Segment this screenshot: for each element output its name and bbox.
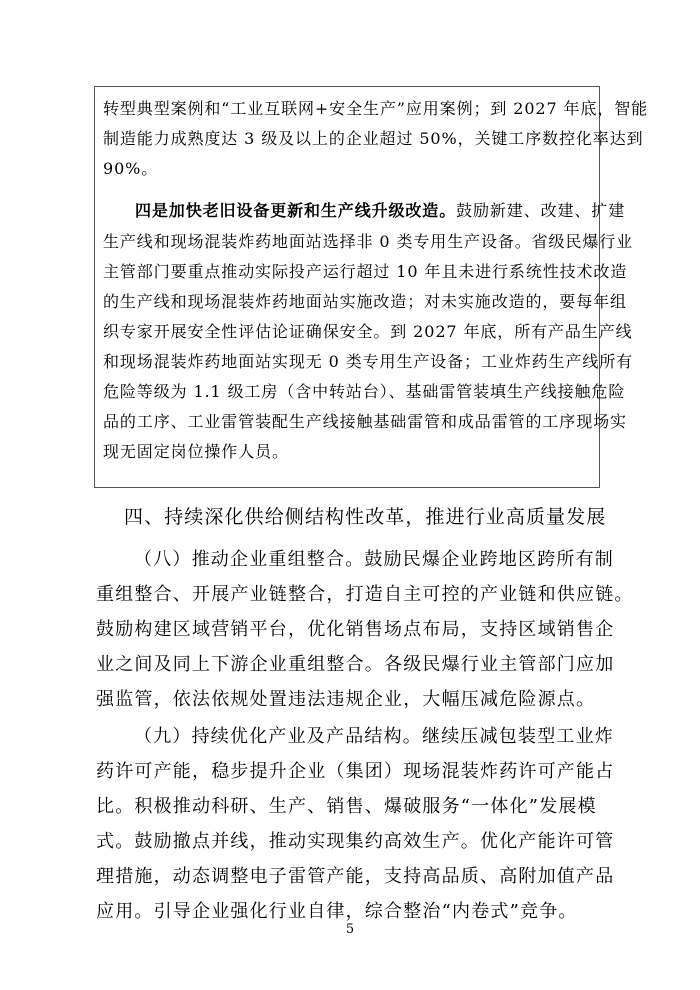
page-number: 5 [345, 922, 355, 937]
section-heading: 四、持续深化供给侧结构性改革，推进行业高质量发展 [124, 506, 607, 528]
paragraph-line: 理措施，动态调整电子雷管产能，支持高品质、高附加值产品 [96, 866, 615, 887]
box-line: 制造能力成熟度达 3 级及以上的企业超过 50%，关键工序数控化率达到 [103, 129, 644, 148]
bold-lead: 四是加快老旧设备更新和生产线升级改造。 [135, 201, 457, 220]
paragraph-line: 业之间及同上下游企业重组整合。各级民爆行业主管部门应加 [96, 654, 615, 675]
box-line: 的生产线和现场混装炸药地面站实施改造；对未实施改造的，要每年组 [103, 292, 627, 311]
box-line: 主管部门要重点推动实际投产运行超过 10 年且未进行系统性技术改造 [103, 262, 628, 281]
box-line: 和现场混装炸药地面站实现无 0 类专用生产设备；工业炸药生产线所有 [103, 352, 634, 371]
box-line: 织专家开展安全性评估论证确保安全。到 2027 年底，所有产品生产线 [103, 322, 633, 341]
paragraph-line: 鼓励构建区域营销平台，优化销售场点布局，支持区域销售企 [96, 619, 615, 640]
paragraph-line: 重组整合、开展产业链整合，打造自主可控的产业链和供应链。 [96, 584, 634, 605]
paragraph-line: 式。鼓励撤点并线，推动实现集约高效生产。优化产能许可管 [96, 831, 615, 852]
boxed-excerpt [94, 86, 649, 488]
box-line: 品的工序、工业雷管装配生产线接触基础雷管和成品雷管的工序现场实 [103, 412, 627, 431]
box-line: 生产线和现场混装炸药地面站选择非 0 类专用生产设备。省级民爆行业 [103, 232, 634, 251]
box-line: 现无固定岗位操作人员。 [103, 442, 289, 461]
paragraph-line: （八）推动企业重组整合。鼓励民爆企业跨地区跨所有制 [134, 549, 614, 570]
box-line: 危险等级为 1.1 级工房（含中转站台）、基础雷管装填生产线接触危险 [103, 382, 626, 401]
paragraph-line: 药许可产能，稳步提升企业（集团）现场混装炸药许可产能占 [96, 761, 615, 782]
box-paragraph-lead-line [135, 198, 625, 221]
paragraph-line: （九）持续优化产业及产品结构。继续压减包装型工业炸 [134, 726, 614, 747]
paragraph-line: 应用。引导企业强化行业自律，综合整治“内卷式”竞争。 [96, 901, 578, 922]
paragraph-line: 比。积极推动科研、生产、销售、爆破服务“一体化”发展模 [96, 796, 597, 817]
paragraph-line: 强监管，依法依规处置违法违规企业，大幅压减危险源点。 [96, 689, 596, 710]
box-line: 转型典型案例和“工业互联网+安全生产”应用案例；到 2027 年底，智能 [103, 99, 649, 118]
lead-rest: 鼓励新建、改建、扩建 [456, 201, 626, 220]
box-line: 90%。 [103, 159, 159, 178]
